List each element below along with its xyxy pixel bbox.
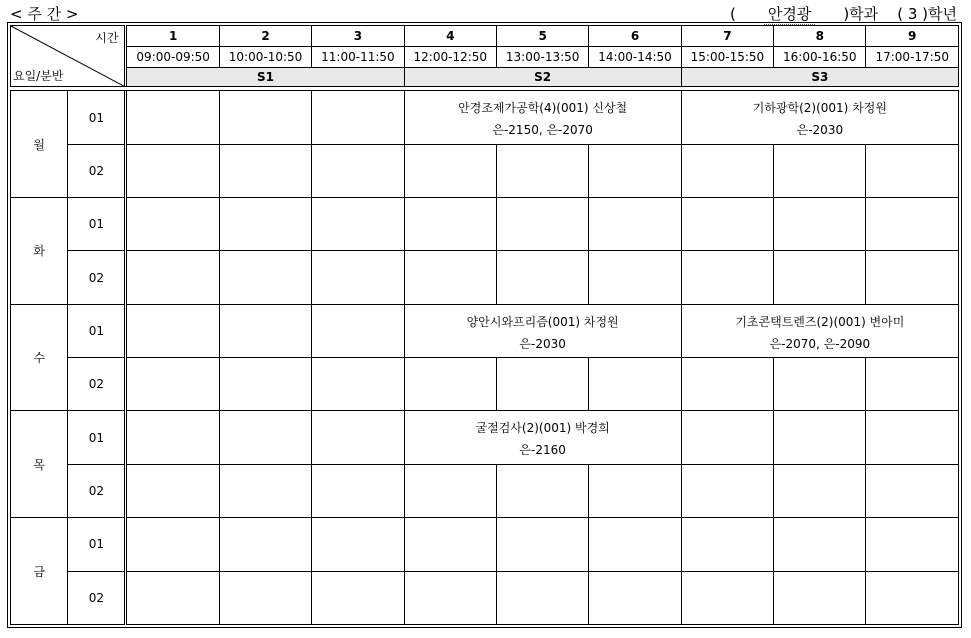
slot-cell[interactable] (219, 464, 311, 517)
slot-cell[interactable] (774, 411, 866, 464)
slot-cell[interactable] (219, 198, 311, 251)
day-row-fri-02 (11, 571, 959, 624)
section-label: 01 (68, 198, 125, 251)
slot-cell[interactable] (127, 91, 219, 144)
slot-cell[interactable] (219, 251, 311, 304)
course-title: 안경조제가공학(4)(001) 신상철 (458, 101, 628, 116)
period-number: 6 (589, 26, 681, 47)
corner-day-label: 요일/분반 (13, 69, 64, 84)
slot-cell[interactable] (681, 198, 773, 251)
period-time: 09:00-09:50 (127, 47, 219, 68)
slot-cell[interactable] (774, 198, 866, 251)
slot-cell[interactable] (404, 518, 496, 571)
course-room: 은-2030 (519, 336, 566, 351)
slot-cell[interactable] (496, 358, 588, 411)
session-label: S1 (127, 68, 404, 87)
slot-cell[interactable] (312, 251, 404, 304)
slot-cell[interactable] (589, 571, 681, 624)
course-room: 은-2070, 은-2090 (769, 336, 871, 351)
slot-cell[interactable] (127, 411, 219, 464)
period-number: 2 (219, 26, 311, 47)
slot-cell[interactable] (127, 198, 219, 251)
slot-cell[interactable] (774, 251, 866, 304)
period-time: 14:00-14:50 (589, 47, 681, 68)
course-title: 기초콘택트렌즈(2)(001) 변아미 (735, 314, 905, 329)
slot-cell[interactable] (496, 144, 588, 197)
slot-cell[interactable] (312, 358, 404, 411)
course-title: 양안시와프리즘(001) 차정원 (466, 314, 619, 329)
session-label: S3 (681, 68, 958, 87)
course-room: 은-2150, 은-2070 (492, 123, 593, 138)
slot-cell[interactable] (681, 144, 773, 197)
day-label: 목 (11, 411, 68, 518)
slot-cell[interactable] (774, 571, 866, 624)
slot-cell[interactable] (496, 464, 588, 517)
dept-prefix: ( (729, 5, 736, 23)
slot-cell[interactable] (589, 518, 681, 571)
slot-cell[interactable] (312, 464, 404, 517)
slot-cell[interactable] (127, 144, 219, 197)
period-number: 1 (127, 26, 219, 47)
period-number: 7 (681, 26, 773, 47)
slot-cell[interactable] (404, 198, 496, 251)
course-title: 굴절검사(2)(001) 박경희 (475, 421, 610, 436)
slot-cell[interactable] (681, 251, 773, 304)
course-block[interactable] (681, 304, 958, 357)
period-number-row (11, 26, 959, 47)
day-row-wed-01 (11, 304, 959, 357)
slot-cell[interactable] (681, 571, 773, 624)
slot-cell[interactable] (404, 251, 496, 304)
slot-cell[interactable] (589, 358, 681, 411)
slot-cell[interactable] (312, 411, 404, 464)
day-row-mon-02 (11, 144, 959, 197)
slot-cell[interactable] (219, 144, 311, 197)
corner-time-label: 시간 (95, 31, 119, 45)
day-row-wed-02 (11, 358, 959, 411)
slot-cell[interactable] (774, 144, 866, 197)
slot-cell[interactable] (404, 144, 496, 197)
section-label: 02 (68, 144, 125, 197)
slot-cell[interactable] (404, 571, 496, 624)
day-row-tue-02 (11, 251, 959, 304)
period-time: 11:00-11:50 (312, 47, 404, 68)
slot-cell[interactable] (589, 198, 681, 251)
period-time: 17:00-17:50 (866, 47, 959, 68)
slot-cell[interactable] (589, 144, 681, 197)
slot-cell[interactable] (774, 518, 866, 571)
course-title: 기하광학(2)(001) 차정원 (752, 101, 887, 116)
slot-cell[interactable] (312, 144, 404, 197)
slot-cell[interactable] (127, 358, 219, 411)
course-block[interactable] (681, 91, 958, 144)
slot-cell[interactable] (866, 411, 959, 464)
course-block[interactable] (404, 411, 681, 464)
period-number: 9 (866, 26, 959, 47)
slot-cell[interactable] (681, 358, 773, 411)
course-room: 은-2030 (796, 123, 844, 138)
slot-cell[interactable] (681, 464, 773, 517)
slot-cell[interactable] (404, 358, 496, 411)
session-row (11, 68, 959, 87)
course-block[interactable] (404, 91, 681, 144)
slot-cell[interactable] (219, 304, 311, 357)
period-time: 16:00-16:50 (774, 47, 866, 68)
slot-cell[interactable] (866, 518, 959, 571)
slot-cell[interactable] (312, 304, 404, 357)
section-label: 02 (68, 251, 125, 304)
slot-cell[interactable] (496, 571, 588, 624)
grade-label: ( 3 )학년 (897, 5, 957, 23)
slot-cell[interactable] (681, 411, 773, 464)
slot-cell[interactable] (219, 358, 311, 411)
slot-cell[interactable] (589, 464, 681, 517)
day-label: 화 (11, 198, 68, 305)
day-label: 금 (11, 518, 68, 625)
weekly-timetable (10, 25, 959, 625)
slot-cell[interactable] (219, 518, 311, 571)
session-label: S2 (404, 68, 681, 87)
day-row-tue-01 (11, 198, 959, 251)
slot-cell[interactable] (866, 464, 959, 517)
section-label: 02 (68, 464, 125, 517)
slot-cell[interactable] (866, 571, 959, 624)
section-label: 01 (68, 91, 125, 144)
slot-cell[interactable] (774, 358, 866, 411)
slot-cell[interactable] (496, 251, 588, 304)
slot-cell[interactable] (312, 198, 404, 251)
period-number: 4 (404, 26, 496, 47)
slot-cell[interactable] (127, 464, 219, 517)
slot-cell[interactable] (312, 571, 404, 624)
section-label: 02 (68, 358, 125, 411)
period-time: 15:00-15:50 (681, 47, 773, 68)
slot-cell[interactable] (496, 198, 588, 251)
slot-cell[interactable] (866, 251, 959, 304)
slot-cell[interactable] (866, 358, 959, 411)
period-time: 10:00-10:50 (219, 47, 311, 68)
slot-cell[interactable] (774, 464, 866, 517)
corner-header (11, 26, 125, 87)
course-room: 은-2160 (519, 443, 566, 458)
day-label: 수 (11, 304, 68, 411)
section-label: 01 (68, 411, 125, 464)
slot-cell[interactable] (219, 411, 311, 464)
day-row-thu-01 (11, 411, 959, 464)
slot-cell[interactable] (127, 571, 219, 624)
section-label: 01 (68, 304, 125, 357)
slot-cell[interactable] (312, 91, 404, 144)
view-label: < 주 간 > (10, 5, 79, 23)
slot-cell[interactable] (219, 571, 311, 624)
period-time: 13:00-13:50 (496, 47, 588, 68)
slot-cell[interactable] (496, 518, 588, 571)
slot-cell[interactable] (589, 251, 681, 304)
slot-cell[interactable] (866, 198, 959, 251)
slot-cell[interactable] (404, 464, 496, 517)
section-label: 01 (68, 518, 125, 571)
course-block[interactable] (404, 304, 681, 357)
slot-cell[interactable] (866, 144, 959, 197)
slot-cell[interactable] (312, 518, 404, 571)
section-label: 02 (68, 571, 125, 624)
day-row-thu-02 (11, 464, 959, 517)
slot-cell[interactable] (681, 518, 773, 571)
slot-cell[interactable] (127, 251, 219, 304)
period-number: 3 (312, 26, 404, 47)
period-number: 8 (774, 26, 866, 47)
slot-cell[interactable] (219, 91, 311, 144)
day-label: 월 (11, 91, 68, 198)
dept-suffix: )학과 (843, 5, 879, 23)
day-row-mon-01 (11, 91, 959, 144)
slot-cell[interactable] (127, 304, 219, 357)
period-time: 12:00-12:50 (404, 47, 496, 68)
day-row-fri-01 (11, 518, 959, 571)
department-name: 안경광 (764, 3, 815, 25)
period-number: 5 (496, 26, 588, 47)
slot-cell[interactable] (127, 518, 219, 571)
period-time-row (11, 47, 959, 68)
